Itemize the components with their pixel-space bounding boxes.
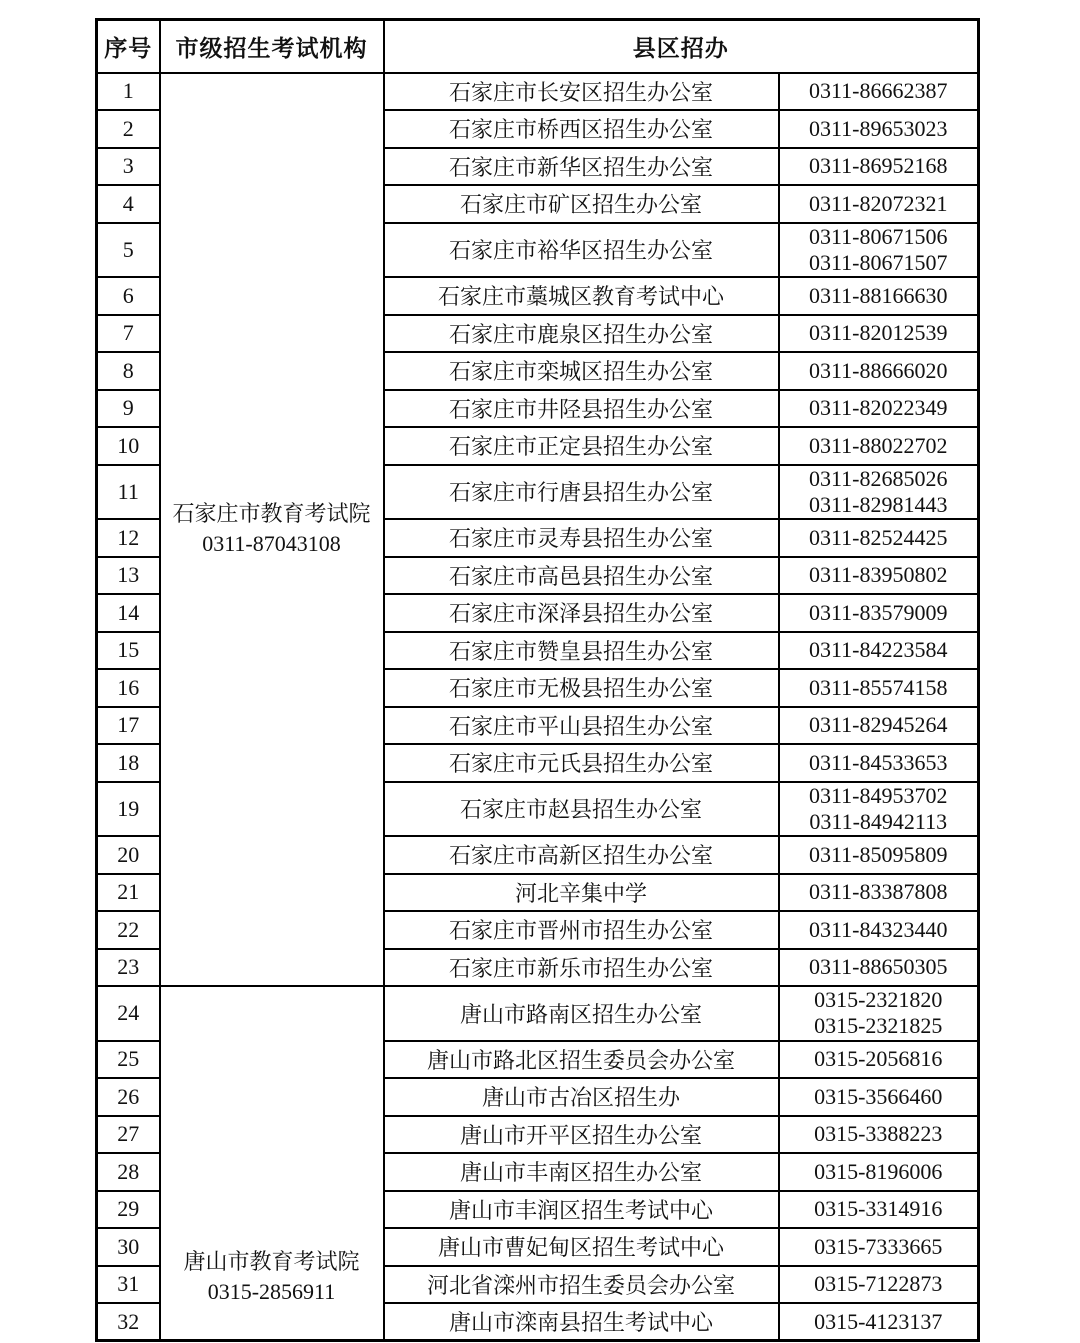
phone-cell (779, 1153, 979, 1191)
phone-number: 0315-7333665 (814, 1233, 943, 1259)
phone-number: 0311-83950802 (808, 562, 948, 588)
phone-cell (779, 390, 979, 428)
row-number-cell: 24 (97, 986, 160, 1041)
phone-cell (779, 1078, 979, 1116)
phone-number: 0311-82012539 (808, 320, 948, 346)
row-number-cell: 11 (97, 465, 160, 520)
office-name-cell: 石家庄市行唐县招生办公室 (384, 465, 779, 520)
office-name-cell: 石家庄市井陉县招生办公室 (384, 390, 779, 428)
phone-number: 0315-2321825 (814, 1013, 943, 1039)
row-number-cell: 25 (97, 1041, 160, 1079)
row-number-cell: 19 (97, 782, 160, 837)
phone-number: 0311-86662387 (808, 78, 948, 104)
row-number-cell: 29 (97, 1191, 160, 1229)
office-name-cell: 石家庄市裕华区招生办公室 (384, 223, 779, 278)
phone-cell (779, 73, 979, 111)
phone-cell (779, 744, 979, 782)
office-name-cell: 唐山市曹妃甸区招生考试中心 (384, 1228, 779, 1266)
phone-number: 0311-88022702 (808, 432, 948, 458)
phone-cell (779, 223, 979, 278)
phone-number: 0311-89653023 (808, 115, 948, 141)
phone-cell (779, 1116, 979, 1154)
row-number-cell: 22 (97, 911, 160, 949)
header-municipal-institution: 市级招生考试机构 (160, 20, 384, 73)
phone-number: 0315-4123137 (814, 1308, 943, 1334)
office-name-cell: 石家庄市赞皇县招生办公室 (384, 632, 779, 670)
row-number-cell: 20 (97, 836, 160, 874)
table-body (97, 73, 979, 1341)
row-number-cell: 31 (97, 1266, 160, 1304)
phone-number: 0311-84223584 (808, 637, 948, 663)
office-name-cell: 河北省滦州市招生委员会办公室 (384, 1266, 779, 1304)
phone-number: 0315-3314916 (814, 1196, 943, 1222)
phone-cell (779, 352, 979, 390)
phone-number: 0315-3388223 (814, 1121, 943, 1147)
row-number-cell: 23 (97, 949, 160, 987)
phone-cell (779, 1191, 979, 1229)
institution-name: 石家庄市教育考试院 (172, 501, 371, 527)
office-name-cell: 石家庄市平山县招生办公室 (384, 707, 779, 745)
row-number-cell: 13 (97, 557, 160, 595)
phone-cell (779, 911, 979, 949)
phone-cell (779, 874, 979, 912)
office-name-cell: 唐山市丰南区招生办公室 (384, 1153, 779, 1191)
phone-cell (779, 782, 979, 837)
office-name-cell: 石家庄市正定县招生办公室 (384, 427, 779, 465)
office-name-cell: 石家庄市赵县招生办公室 (384, 782, 779, 837)
phone-number: 0311-86952168 (808, 153, 948, 179)
phone-number: 0311-85574158 (808, 674, 948, 700)
office-name-cell: 唐山市路南区招生办公室 (384, 986, 779, 1041)
phone-cell (779, 1041, 979, 1079)
phone-number: 0311-82945264 (808, 712, 948, 738)
office-name-cell: 石家庄市鹿泉区招生办公室 (384, 315, 779, 353)
office-name-cell: 石家庄市桥西区招生办公室 (384, 110, 779, 148)
table-row (97, 986, 979, 1041)
phone-cell (779, 1303, 979, 1341)
row-number-cell: 32 (97, 1303, 160, 1341)
row-number-cell: 21 (97, 874, 160, 912)
row-number-cell: 4 (97, 185, 160, 223)
institution-phone: 0315-2856911 (207, 1279, 336, 1304)
admissions-table-container (95, 18, 980, 1342)
phone-cell (779, 669, 979, 707)
header-row (97, 20, 979, 73)
office-name-cell: 石家庄市深泽县招生办公室 (384, 594, 779, 632)
row-number-cell: 9 (97, 390, 160, 428)
phone-cell (779, 519, 979, 557)
phone-number: 0311-83387808 (808, 879, 948, 905)
phone-cell (779, 986, 979, 1041)
institution-name: 唐山市教育考试院 (183, 1249, 360, 1274)
phone-number: 0311-84953702 (808, 782, 948, 808)
phone-number: 0311-82072321 (808, 190, 948, 216)
phone-cell (779, 277, 979, 315)
phone-number: 0311-88166630 (808, 282, 948, 308)
phone-number: 0311-88666020 (808, 357, 948, 383)
row-number-cell: 16 (97, 669, 160, 707)
office-name-cell: 石家庄市高新区招生办公室 (384, 836, 779, 874)
office-name-cell: 石家庄市藁城区教育考试中心 (384, 277, 779, 315)
row-number-cell: 28 (97, 1153, 160, 1191)
row-number-cell: 12 (97, 519, 160, 557)
office-name-cell: 唐山市丰润区招生考试中心 (384, 1191, 779, 1229)
phone-number: 0311-82981443 (808, 491, 948, 517)
phone-number: 0315-7122873 (814, 1271, 943, 1297)
phone-cell (779, 110, 979, 148)
phone-cell (779, 707, 979, 745)
header-serial-number: 序号 (97, 20, 160, 73)
phone-cell (779, 557, 979, 595)
phone-number: 0315-3566460 (814, 1083, 943, 1109)
row-number-cell: 27 (97, 1116, 160, 1154)
row-number-cell: 8 (97, 352, 160, 390)
office-name-cell: 石家庄市灵寿县招生办公室 (384, 519, 779, 557)
table-row (97, 73, 979, 111)
phone-number: 0311-82524425 (808, 524, 948, 550)
institution-cell (160, 986, 384, 1341)
phone-cell (779, 1228, 979, 1266)
office-name-cell: 唐山市滦南县招生考试中心 (384, 1303, 779, 1341)
office-name-cell: 石家庄市无极县招生办公室 (384, 669, 779, 707)
phone-cell (779, 315, 979, 353)
row-number-cell: 3 (97, 148, 160, 186)
office-name-cell: 石家庄市矿区招生办公室 (384, 185, 779, 223)
office-name-cell: 唐山市开平区招生办公室 (384, 1116, 779, 1154)
phone-number: 0311-82685026 (808, 465, 948, 491)
header-county-office: 县区招办 (384, 20, 979, 73)
phone-number: 0311-84533653 (808, 749, 948, 775)
phone-number: 0311-84323440 (808, 916, 948, 942)
phone-number: 0311-88650305 (808, 954, 948, 980)
phone-number: 0315-2321820 (814, 987, 943, 1013)
phone-number: 0315-2056816 (814, 1046, 943, 1072)
row-number-cell: 26 (97, 1078, 160, 1116)
phone-cell (779, 1266, 979, 1304)
phone-number: 0311-80671507 (808, 249, 948, 275)
row-number-cell: 17 (97, 707, 160, 745)
row-number-cell: 14 (97, 594, 160, 632)
phone-number: 0311-83579009 (808, 599, 948, 625)
phone-cell (779, 949, 979, 987)
phone-cell (779, 465, 979, 520)
row-number-cell: 7 (97, 315, 160, 353)
phone-number: 0311-84942113 (809, 808, 948, 834)
office-name-cell: 石家庄市高邑县招生办公室 (384, 557, 779, 595)
row-number-cell: 30 (97, 1228, 160, 1266)
office-name-cell: 河北辛集中学 (384, 874, 779, 912)
row-number-cell: 15 (97, 632, 160, 670)
office-name-cell: 石家庄市长安区招生办公室 (384, 73, 779, 111)
row-number-cell: 18 (97, 744, 160, 782)
phone-number: 0315-8196006 (814, 1158, 943, 1184)
institution-cell (160, 73, 384, 987)
phone-number: 0311-82022349 (808, 395, 948, 421)
row-number-cell: 5 (97, 223, 160, 278)
phone-number: 0311-80671506 (808, 223, 948, 249)
office-name-cell: 石家庄市栾城区招生办公室 (384, 352, 779, 390)
admissions-offices-table (95, 18, 980, 1342)
office-name-cell: 唐山市路北区招生委员会办公室 (384, 1041, 779, 1079)
phone-number: 0311-85095809 (808, 841, 948, 867)
phone-cell (779, 594, 979, 632)
phone-cell (779, 836, 979, 874)
office-name-cell: 石家庄市元氏县招生办公室 (384, 744, 779, 782)
office-name-cell: 石家庄市新华区招生办公室 (384, 148, 779, 186)
row-number-cell: 10 (97, 427, 160, 465)
table-header (97, 20, 979, 73)
row-number-cell: 1 (97, 73, 160, 111)
office-name-cell: 石家庄市晋州市招生办公室 (384, 911, 779, 949)
row-number-cell: 2 (97, 110, 160, 148)
row-number-cell: 6 (97, 277, 160, 315)
office-name-cell: 石家庄市新乐市招生办公室 (384, 949, 779, 987)
institution-phone: 0311-87043108 (202, 531, 341, 557)
phone-cell (779, 632, 979, 670)
phone-cell (779, 148, 979, 186)
phone-cell (779, 185, 979, 223)
phone-cell (779, 427, 979, 465)
office-name-cell: 唐山市古冶区招生办 (384, 1078, 779, 1116)
